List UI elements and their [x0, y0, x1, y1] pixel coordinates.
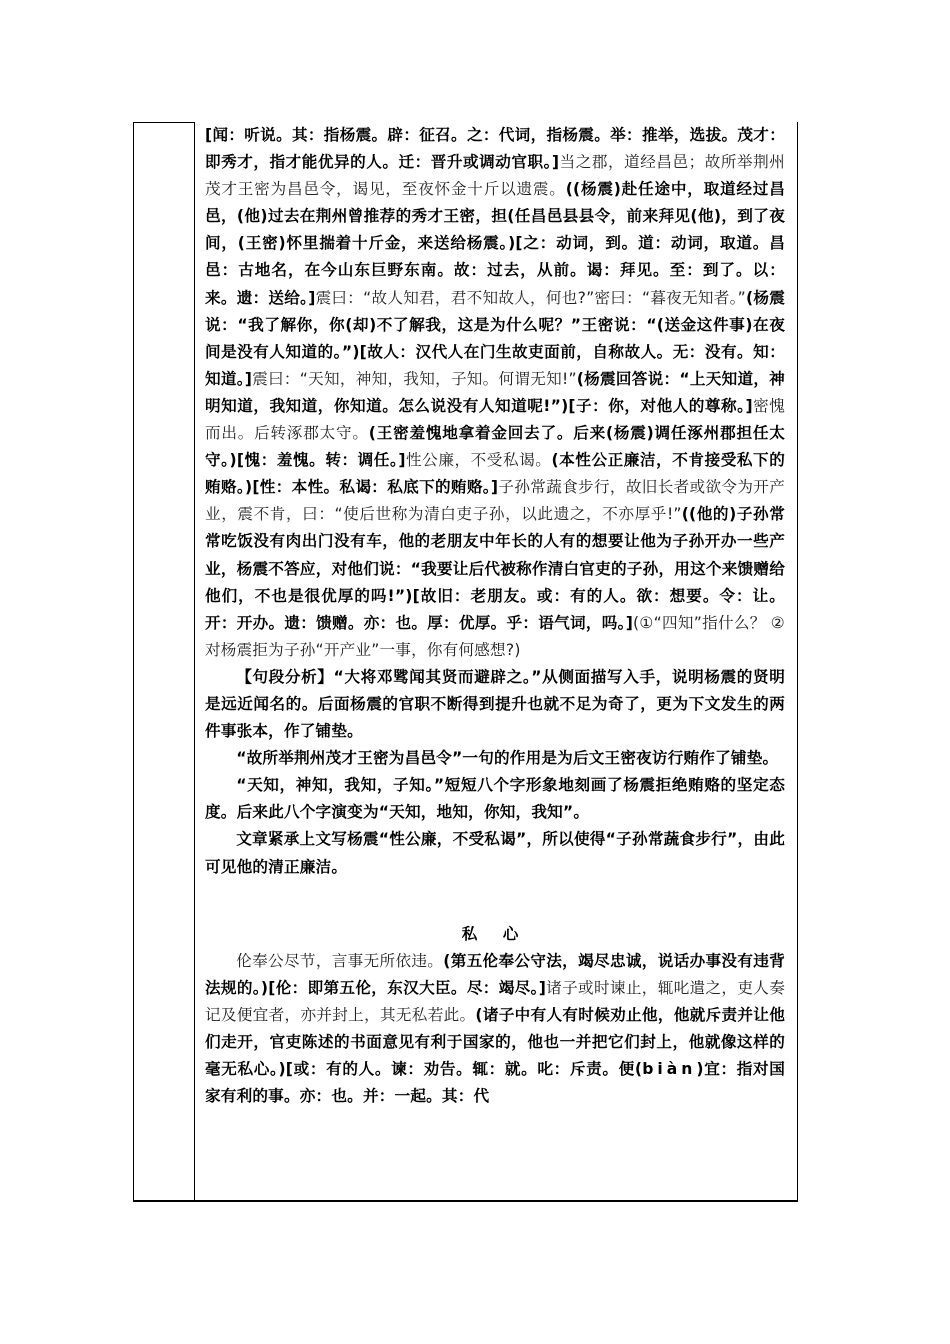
analysis-text: “故所举荆州茂才王密为昌邑令”一句的作用是为后文王密夜访行贿作了铺垫。 — [236, 749, 779, 768]
original-text: 震曰：“天知，神知，我知，子知。何谓无知!” — [252, 369, 577, 388]
original-text: 密愧而出。后转涿郡太守。 — [205, 396, 785, 443]
analysis-paragraph — [205, 772, 785, 826]
analysis-paragraph — [205, 826, 785, 880]
annotation-text: (王密羞愧地拿着金回去了。后来(杨震)调任涿州郡担任太守。)[愧：羞愧。转：调任。] — [205, 424, 785, 470]
section-gap — [205, 881, 785, 921]
passage-yang-zhen — [205, 122, 785, 664]
annotation-text: (本性公正廉洁，不肯接受私下的贿赂。)[性：本性。私谒：私底下的贿赂。] — [205, 451, 785, 497]
column-divider — [194, 122, 195, 1202]
original-text: 伦奉公尽节，言事无所依违。 — [236, 951, 444, 970]
analysis-text: 文章紧承上文写杨震“性公廉，不受私谒”，所以使得“子孙常蔬食步行”，由此可见他的清正廉洁。 — [205, 830, 785, 876]
analysis-text: “大将邓骘闻其贤而避辟之。”从侧面描写入手，说明杨震的贤明是远近闻名的。后面杨震的官职不断得到提升也就不足为奇了，更为下文发生的两件事张本，作了铺垫。 — [205, 667, 785, 741]
annotation-text: ((杨震)赴任途中，取道经过昌邑，(他)过去在荆州曾推荐的秀才王密，担(任昌邑县县令，前来拜见(他)，到了夜间，(王密)怀里揣着十斤金，来送给杨震。)[之：动词，到。道：动词，取道。昌邑：古地名，在今山东巨野东南。故：过去，从前。谒：拜见。至：到了。以：来。遗：送给。] — [205, 180, 785, 307]
analysis-paragraph — [205, 745, 785, 772]
annotation-text: [闻：听说。其：指杨震。辟：征召。之：代词，指杨震。举：推举，选拔。茂才：即秀才，指才能优异的人。迁：晋升或调动官职。] — [205, 126, 785, 172]
original-text: 子孙常蔬食步行，故旧长者或欲令为开产业，震不肯，曰：“使后世称为清白吏子孙，以此遗之，不亦厚乎!” — [205, 478, 785, 524]
original-text: 震曰：“故人知君，君不知故人，何也?”密曰：“暮夜无知者。” — [315, 288, 746, 307]
annotation-text: (第五伦奉公守法，竭尽忠诚，说话办事没有违背法规的。)[伦：即第五伦，东汉大臣。尽：竭尽。] — [205, 951, 785, 997]
analysis-paragraph — [205, 664, 785, 745]
annotation-text: )宜：指对国家有利的事。亦：也。并：一起。其：代 — [205, 1060, 785, 1106]
analysis-text: “天知，神知，我知，子知。”短短八个字形象地刻画了杨震拒绝贿赂的坚定态度。后来此八个字演变为“天知，地知，你知，我知”。 — [205, 776, 785, 822]
annotation-text: (诸子中有人有时候劝止他，他就斥责并让他们走开，官吏陈述的书面意见有利于国家的，他也一并把它们封上，他就像这样的毫无私心。)[或：有的人。谏：劝告。辄：就。叱：斥责。便( — [205, 1005, 785, 1079]
original-text: 当之郡，道经昌邑；故所举荆州茂才王密为昌邑令，谒见，至夜怀金十斤以遗震。 — [205, 153, 785, 199]
original-text: 诸子或时谏止，辄叱遣之，吏人奏记及便宜者，亦并封上，其无私若此。 — [205, 978, 785, 1024]
analysis-section — [205, 664, 785, 881]
annotation-text: ((他的)子孙常常吃饭没有肉出门没有车，他的老朋友中年长的人有的想要让他为子孙开办一些产业，杨震不答应，对他们说：“我要让后代被称作清白官吏的子孙，用这个来馈赠给他们，不也是很优厚的吗!”)[故旧：老朋友。或：有的人。欲：想要。令：让。开：开办。遗：馈赠。亦：也。厚：优厚。乎：语气词，吗。] — [205, 505, 785, 632]
text-column — [205, 122, 785, 1202]
passage-sixin — [205, 948, 785, 1111]
annotation-text: (杨震回答说：“上天知道，神明知道，我知道，你知道。怎么说没有人知道呢!”)[子：你，对他人的尊称。] — [205, 369, 785, 415]
analysis-label: 【句段分析】 — [236, 667, 334, 686]
section-title-sixin: 私 心 — [461, 924, 529, 943]
annotation-text: biàn — [642, 1060, 697, 1079]
left-column-top-border — [133, 122, 194, 123]
original-text: (①“四知”指什么？ ②对杨震拒为子孙“开产业”一事，你有何感想?) — [205, 613, 785, 659]
annotation-text: (杨震说：“我了解你，你(却)不了解我，这是为什么呢？”王密说：“(送金这件事)在夜间是没有人知道的。”)[故人：汉代人在门生故吏面前，自称故人。无：没有。知：知道。] — [205, 288, 785, 388]
original-text: 性公廉，不受私谒。 — [405, 451, 552, 470]
